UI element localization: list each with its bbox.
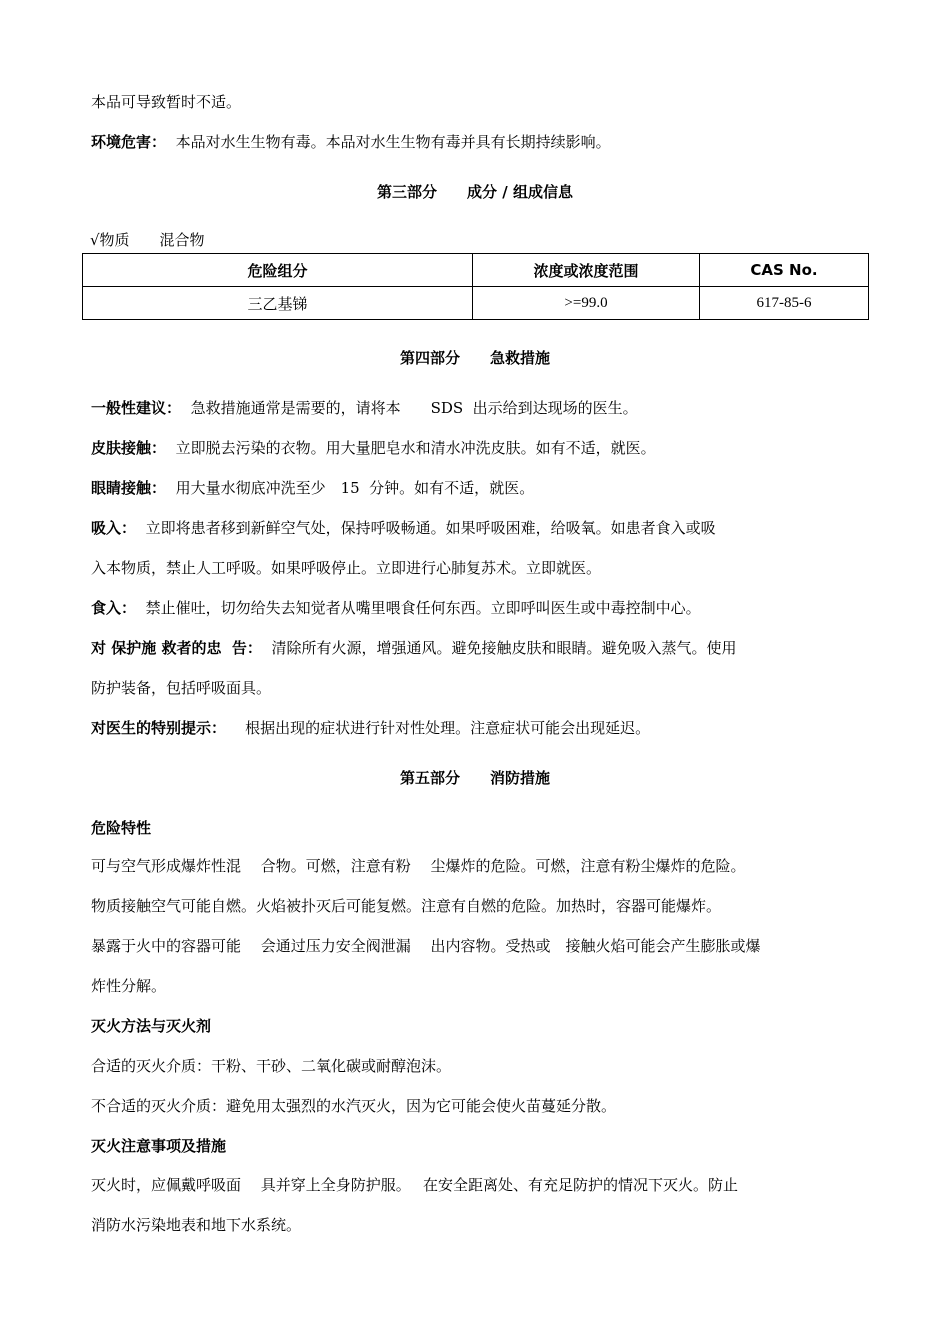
hazard-line-4: 炸性分解。 [91, 977, 167, 995]
env-hazard-line [91, 132, 611, 152]
header-cas: CAS No. [700, 254, 869, 287]
extinguishing-heading: 灭火方法与灭火剂 [91, 1017, 212, 1035]
rescuer-advice-text: 清除所有火源，增强通风。避免接触皮肤和眼睛。避免吸入蒸气。使用 [271, 639, 737, 657]
eye-contact-line [91, 478, 534, 498]
skin-contact-text: 立即脱去污染的衣物。用大量肥皂水和清水冲洗皮肤。如有不适，就医。 [175, 439, 656, 457]
hazard-properties-heading: 危险特性 [91, 819, 152, 837]
table-row [83, 287, 869, 320]
rescuer-advice-line [91, 638, 736, 658]
ingestion-line [91, 598, 701, 618]
firefighting-notes-line-1: 灭火时，应佩戴呼吸面 具并穿上全身防护服。 在安全距离处、有充足防护的情况下灭火。防止 [91, 1176, 739, 1194]
doctor-note-line [91, 718, 650, 738]
intro-line: 本品可导致暂时不适。 [91, 93, 242, 111]
section5-title: 第五部分 消防措施 [399, 769, 550, 787]
extinguishing-line-2: 不合适的灭火介质：避免用太强烈的水汽灭火，因为它可能会使火苗蔓延分散。 [91, 1097, 617, 1115]
doctor-note-text: 根据出现的症状进行针对性处理。注意症状可能会出现延迟。 [245, 719, 651, 737]
cell-concentration: >=99.0 [473, 287, 700, 320]
firefighting-notes-line-2: 消防水污染地表和地下水系统。 [91, 1216, 302, 1234]
general-advice-line [91, 398, 638, 418]
inhalation-line [91, 518, 716, 538]
skin-contact-label: 皮肤接触： [91, 439, 167, 457]
hazard-line-1: 可与空气形成爆炸性混 合物。可燃，注意有粉 尘爆炸的危险。可燃，注意有粉尘爆炸的危险。 [91, 857, 746, 875]
general-advice-label: 一般性建议： [91, 399, 182, 417]
eye-contact-text: 用大量水彻底冲洗至少 15 分钟。如有不适，就医。 [175, 479, 535, 497]
rescuer-advice-label: 对 保护施 救者的忠 告： [91, 639, 262, 657]
doctor-note-label: 对医生的特别提示： [91, 719, 227, 737]
inhalation-line-2: 入本物质，禁止人工呼吸。如果呼吸停止。立即进行心肺复苏术。立即就医。 [91, 559, 602, 577]
table-header-row [83, 254, 869, 287]
header-hazard-component: 危险组分 [83, 254, 473, 287]
composition-table [82, 253, 869, 320]
firefighting-notes-heading: 灭火注意事项及措施 [91, 1137, 227, 1155]
hazard-line-2: 物质接触空气可能自燃。火焰被扑灭后可能复燃。注意有自燃的危险。加热时，容器可能爆炸。 [91, 897, 722, 915]
rescuer-advice-line-2: 防护装备，包括呼吸面具。 [91, 679, 272, 697]
env-hazard-text: 本品对水生生物有毒。本品对水生生物有毒并具有长期持续影响。 [175, 133, 611, 151]
cell-component: 三乙基锑 [83, 287, 473, 320]
inhalation-text: 立即将患者移到新鲜空气处，保持呼吸畅通。如果呼吸困难，给吸氧。如患者食入或吸 [145, 519, 716, 537]
eye-contact-label: 眼睛接触： [91, 479, 167, 497]
env-hazard-label: 环境危害： [91, 133, 167, 151]
section4-title: 第四部分 急救措施 [399, 349, 550, 367]
ingestion-text: 禁止催吐，切勿给失去知觉者从嘴里喂食任何东西。立即呼叫医生或中毒控制中心。 [145, 599, 701, 617]
header-concentration: 浓度或浓度范围 [473, 254, 700, 287]
skin-contact-line [91, 438, 656, 458]
cell-cas: 617-85-6 [700, 287, 869, 320]
extinguishing-line-1: 合适的灭火介质：干粉、干砂、二氧化碳或耐醇泡沫。 [91, 1057, 452, 1075]
substance-type-line: √物质 混合物 [90, 231, 205, 249]
general-advice-text: 急救措施通常是需要的，请将本 SDS 出示给到达现场的医生。 [190, 399, 638, 417]
hazard-line-3: 暴露于火中的容器可能 会通过压力安全阀泄漏 出内容物。受热或 接触火焰可能会产生膨胀或爆 [91, 937, 761, 955]
inhalation-label: 吸入： [91, 519, 137, 537]
ingestion-label: 食入： [91, 599, 137, 617]
section3-title: 第三部分 成分 / 组成信息 [377, 183, 573, 201]
